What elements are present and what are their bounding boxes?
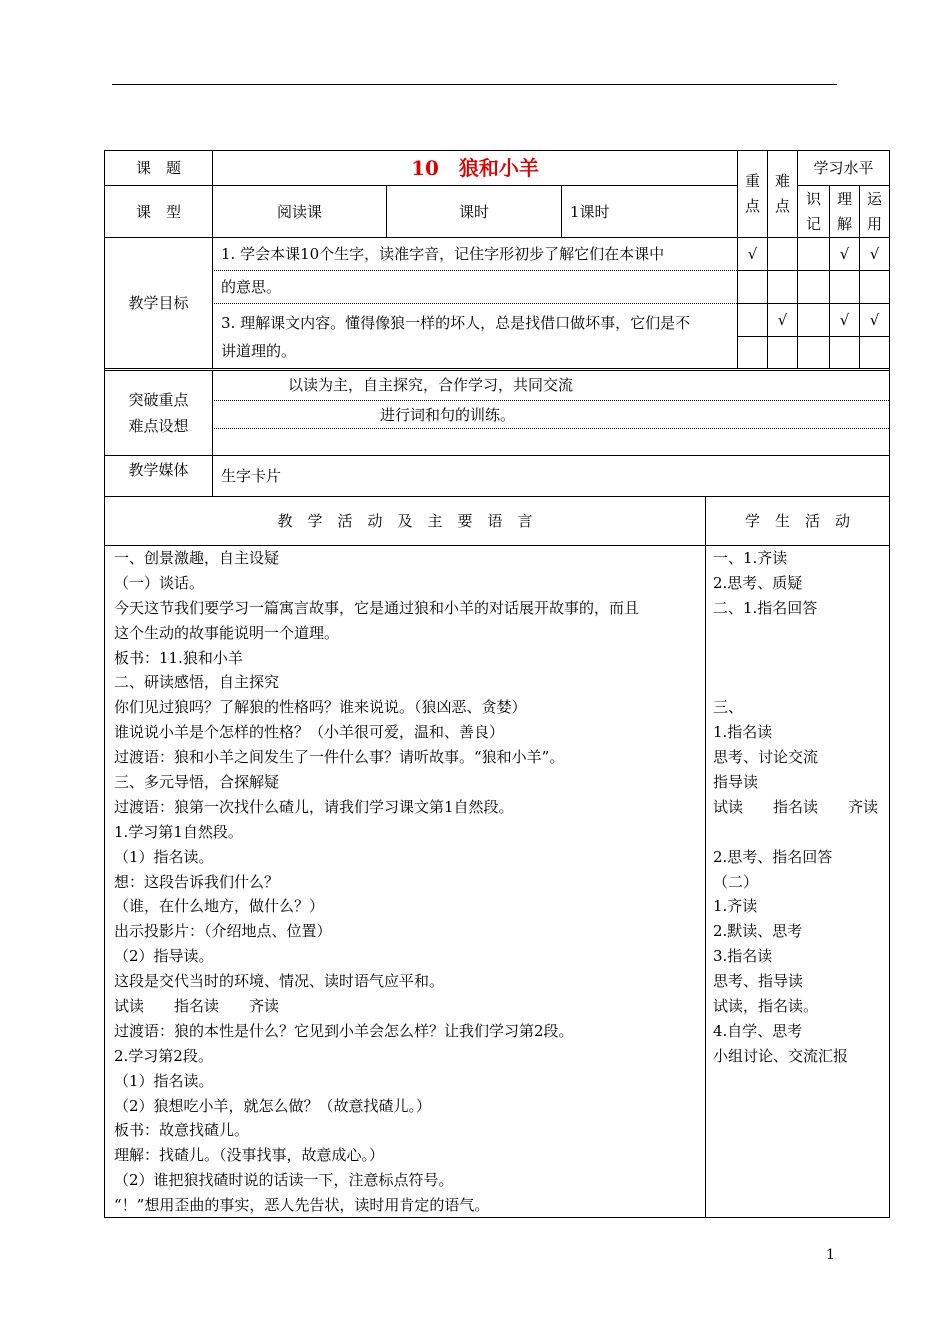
student-activity-line: 1.齐读 bbox=[713, 897, 758, 916]
teacher-activity-line: 今天这节我们要学习一篇寓言故事，它是通过狼和小羊的对话展开故事的，而且 bbox=[114, 598, 640, 617]
teacher-activity-line: 1.学习第1自然段。 bbox=[114, 822, 243, 841]
teacher-activity-line: 二、研读感悟，自主探究 bbox=[114, 673, 280, 692]
student-activity-line bbox=[713, 621, 878, 646]
teacher-activity-line: （2）狼想吃小羊，就怎么做？（故意找碴儿。） bbox=[114, 1096, 432, 1115]
check-mark bbox=[768, 238, 797, 270]
objective-1-line-1: 1. 学会本课10个生字，读准字音，记住字形初步了解它们在本课中 bbox=[221, 245, 665, 263]
objective-2-line-1: 3. 理解课文内容。懂得像狼一样的坏人，总是找借口做坏事，它们是不 bbox=[221, 314, 691, 332]
check-mark bbox=[798, 238, 829, 270]
student-activity-content bbox=[713, 546, 878, 1069]
label-type: 课 型 bbox=[135, 202, 181, 221]
student-activity-line: 指导读 bbox=[713, 773, 759, 792]
level-memorize: 识 记 bbox=[805, 189, 821, 233]
teacher-activity-line: 理解：找碴儿。（没事找事，故意成心。） bbox=[114, 1146, 385, 1165]
student-activity-line: 2.思考、指名回答 bbox=[713, 847, 833, 866]
teacher-activity-header: 教 学 活 动 及 主 要 语 言 bbox=[277, 512, 533, 530]
label-breakthrough: 突破重点 难点设想 bbox=[128, 391, 189, 435]
student-activity-line: 2.默读、思考 bbox=[713, 922, 803, 941]
student-activity-line: 4.自学、思考 bbox=[713, 1021, 803, 1040]
teacher-activity-line: （1）指名读。 bbox=[114, 1071, 214, 1090]
teacher-activity-line: 过渡语：狼和小羊之间发生了一件什么事？请听故事。“狼和小羊”。 bbox=[114, 748, 565, 767]
hours-value: 1课时 bbox=[570, 202, 610, 221]
teacher-activity-line: 一、创景激趣，自主设疑 bbox=[114, 549, 280, 567]
breakthrough-line-2: 进行词和句的训练。 bbox=[380, 406, 516, 424]
teacher-activity-content bbox=[114, 546, 639, 1218]
check-mark bbox=[798, 304, 829, 336]
label-hours: 课时 bbox=[458, 202, 489, 221]
teacher-activity-line: 过渡语：狼的本性是什么？它见到小羊会怎么样？让我们学习第2段。 bbox=[114, 1021, 574, 1040]
check-mark: √ bbox=[747, 245, 758, 263]
student-activity-line: 3.指名读 bbox=[713, 947, 773, 966]
teacher-activity-line: （2）指导读。 bbox=[114, 947, 214, 966]
student-activity-line: 二、1.指名回答 bbox=[713, 598, 818, 617]
teacher-activity-line: （2）谁把狼找碴时说的话读一下，注意标点符号。 bbox=[114, 1171, 454, 1190]
student-activity-line: 思考、指导读 bbox=[713, 972, 804, 991]
level-apply: 运 用 bbox=[866, 189, 882, 233]
teacher-activity-line: 想：这段告诉我们什么？ bbox=[114, 872, 280, 891]
student-activity-line bbox=[713, 646, 878, 671]
teacher-activity-line: 谁说说小羊是个怎样的性格？（小羊很可爱，温和、善良） bbox=[114, 723, 505, 742]
check-mark: √ bbox=[869, 245, 880, 263]
student-activity-line: 思考、讨论交流 bbox=[713, 748, 819, 767]
type-value: 阅读课 bbox=[276, 202, 322, 221]
check-mark: √ bbox=[839, 311, 850, 329]
teacher-activity-line: 出示投影片：（介绍地点、位置） bbox=[114, 922, 332, 941]
teacher-activity-line: 这段是交代当时的环境、情况、读时语气应平和。 bbox=[114, 972, 445, 991]
teacher-activity-line: 三、多元导悟，合探解疑 bbox=[114, 773, 280, 792]
teacher-activity-line: （1）指名读。 bbox=[114, 847, 214, 866]
student-activity-line: 小组讨论、交流汇报 bbox=[713, 1046, 849, 1065]
student-activity-line: 试读，指名读。 bbox=[713, 997, 819, 1016]
teacher-activity-line: （谁，在什么地方，做什么？） bbox=[114, 897, 325, 916]
label-objectives: 教学目标 bbox=[128, 294, 189, 312]
student-activity-line: 一、1.齐读 bbox=[713, 549, 788, 567]
student-activity-line: 1.指名读 bbox=[713, 723, 773, 742]
difficulty-header: 难 点 bbox=[774, 172, 790, 215]
student-activity-header: 学 生 活 动 bbox=[744, 512, 850, 530]
student-activity-line: 三、 bbox=[713, 698, 744, 717]
teacher-activity-line: 过渡语：狼第一次找什么碴儿，请我们学习课文第1自然段。 bbox=[114, 797, 514, 816]
breakthrough-line-1: 以读为主，自主探究，合作学习，共同交流 bbox=[288, 376, 574, 394]
teacher-activity-line: 板书：11.狼和小羊 bbox=[114, 648, 243, 667]
teacher-activity-line: 2.学习第2段。 bbox=[114, 1046, 213, 1065]
student-activity-line bbox=[713, 820, 878, 845]
level-understand: 理 解 bbox=[836, 189, 852, 233]
objective-1-line-2: 的意思。 bbox=[221, 278, 282, 296]
label-topic: 课 题 bbox=[135, 159, 181, 177]
student-activity-line: 2.思考、质疑 bbox=[713, 573, 803, 592]
label-media: 教学媒体 bbox=[128, 461, 189, 479]
media-value: 生字卡片 bbox=[221, 467, 282, 485]
student-activity-line bbox=[713, 670, 878, 695]
teacher-activity-line: 这个生动的故事能说明一个道理。 bbox=[114, 623, 340, 642]
teacher-activity-line: 板书：故意找碴儿。 bbox=[114, 1121, 250, 1140]
check-mark: √ bbox=[869, 311, 880, 329]
teacher-activity-line: 你们见过狼吗？了解狼的性格吗？谁来说说。（狼凶恶、贪婪） bbox=[114, 698, 527, 717]
teacher-activity-line: “！”想用歪曲的事实，恶人先告状，读时用肯定的语气。 bbox=[114, 1196, 490, 1215]
teacher-activity-line: （一）谈话。 bbox=[114, 573, 205, 592]
check-mark: √ bbox=[777, 311, 788, 329]
teacher-activity-line: 试读 指名读 齐读 bbox=[114, 997, 280, 1016]
header-rule bbox=[112, 84, 837, 85]
student-activity-line: （二） bbox=[713, 872, 759, 891]
page-number: 1 bbox=[826, 1247, 835, 1263]
check-mark bbox=[738, 304, 767, 336]
learning-level-header: 学习水平 bbox=[813, 159, 874, 177]
key-point-header: 重 点 bbox=[744, 172, 760, 215]
objective-2-line-2: 讲道理的。 bbox=[221, 342, 297, 360]
student-activity-line: 试读 指名读 齐读 bbox=[713, 797, 879, 816]
check-mark: √ bbox=[839, 245, 850, 263]
lesson-title: 10 狼和小羊 bbox=[411, 156, 539, 180]
